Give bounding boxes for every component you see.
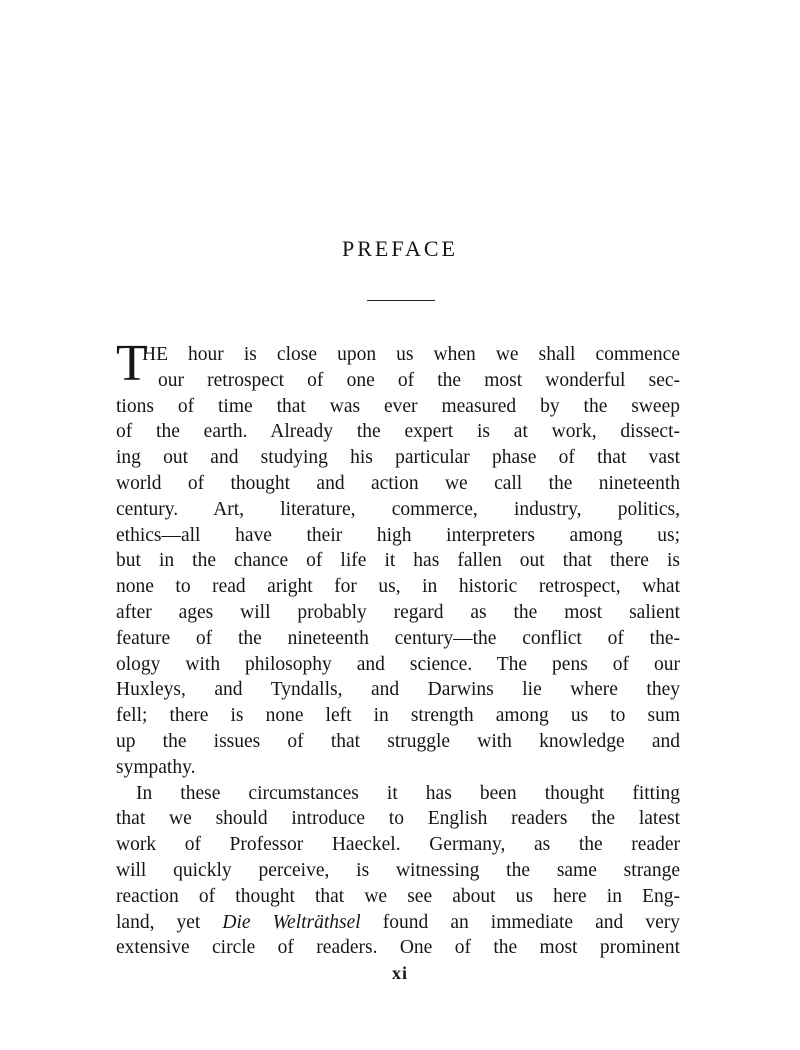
text-line: ethics—all have their high interpreters among us;: [116, 524, 680, 546]
text-line: that we should introduce to English readers the latest: [116, 808, 680, 830]
text-line: feature of the nineteenth century—the conflict of the-: [116, 627, 680, 649]
page-number: xi: [391, 963, 408, 983]
preface-body: [116, 342, 680, 961]
text-line: century. Art, literature, commerce, industry, politics,: [116, 498, 680, 520]
text-line: extensive circle of readers. One of the most prominent: [116, 937, 680, 959]
book-title-italic: Die Welträthsel: [222, 911, 361, 933]
paragraph-2: [116, 781, 680, 962]
text-segment: found an immediate and very: [360, 911, 680, 933]
text-line: HE hour is close upon us when we shall commence: [142, 344, 680, 365]
text-line: In these circumstances it has been thought fitting: [136, 782, 680, 804]
text-line: up the issues of that struggle with knowledge and: [116, 730, 680, 752]
text-line: our retrospect of one of the most wonderful sec-: [158, 369, 680, 391]
text-line: after ages will probably regard as the most salient: [116, 601, 680, 623]
page-title: PREFACE: [342, 236, 458, 261]
text-line: ology with philosophy and science. The pens of our: [116, 653, 680, 675]
text-line: Huxleys, and Tyndalls, and Darwins lie where they: [116, 679, 680, 701]
text-segment: land, yet: [116, 911, 223, 933]
paragraph-1: [116, 342, 680, 781]
text-line: of the earth. Already the expert is at work, dissect-: [116, 421, 680, 443]
text-line: none to read aright for us, in historic retrospect, what: [116, 576, 680, 598]
title-rule: [367, 300, 435, 301]
text-line: world of thought and action we call the nineteenth: [116, 472, 680, 494]
text-line: work of Professor Haeckel. Germany, as the reader: [116, 834, 680, 856]
drop-cap: T: [116, 342, 148, 388]
text-line: tions of time that was ever measured by the sweep: [116, 395, 680, 417]
text-line: ing out and studying his particular phase of that vast: [116, 447, 680, 469]
text-line: but in the chance of life it has fallen out that there is: [116, 550, 680, 572]
text-line: will quickly perceive, is witnessing the same strange: [116, 859, 680, 881]
text-line: fell; there is none left in strength among us to sum: [116, 705, 680, 727]
text-line: sympathy.: [116, 756, 196, 778]
text-line: reaction of thought that we see about us here in Eng-: [116, 885, 680, 907]
text-line: [116, 910, 680, 936]
